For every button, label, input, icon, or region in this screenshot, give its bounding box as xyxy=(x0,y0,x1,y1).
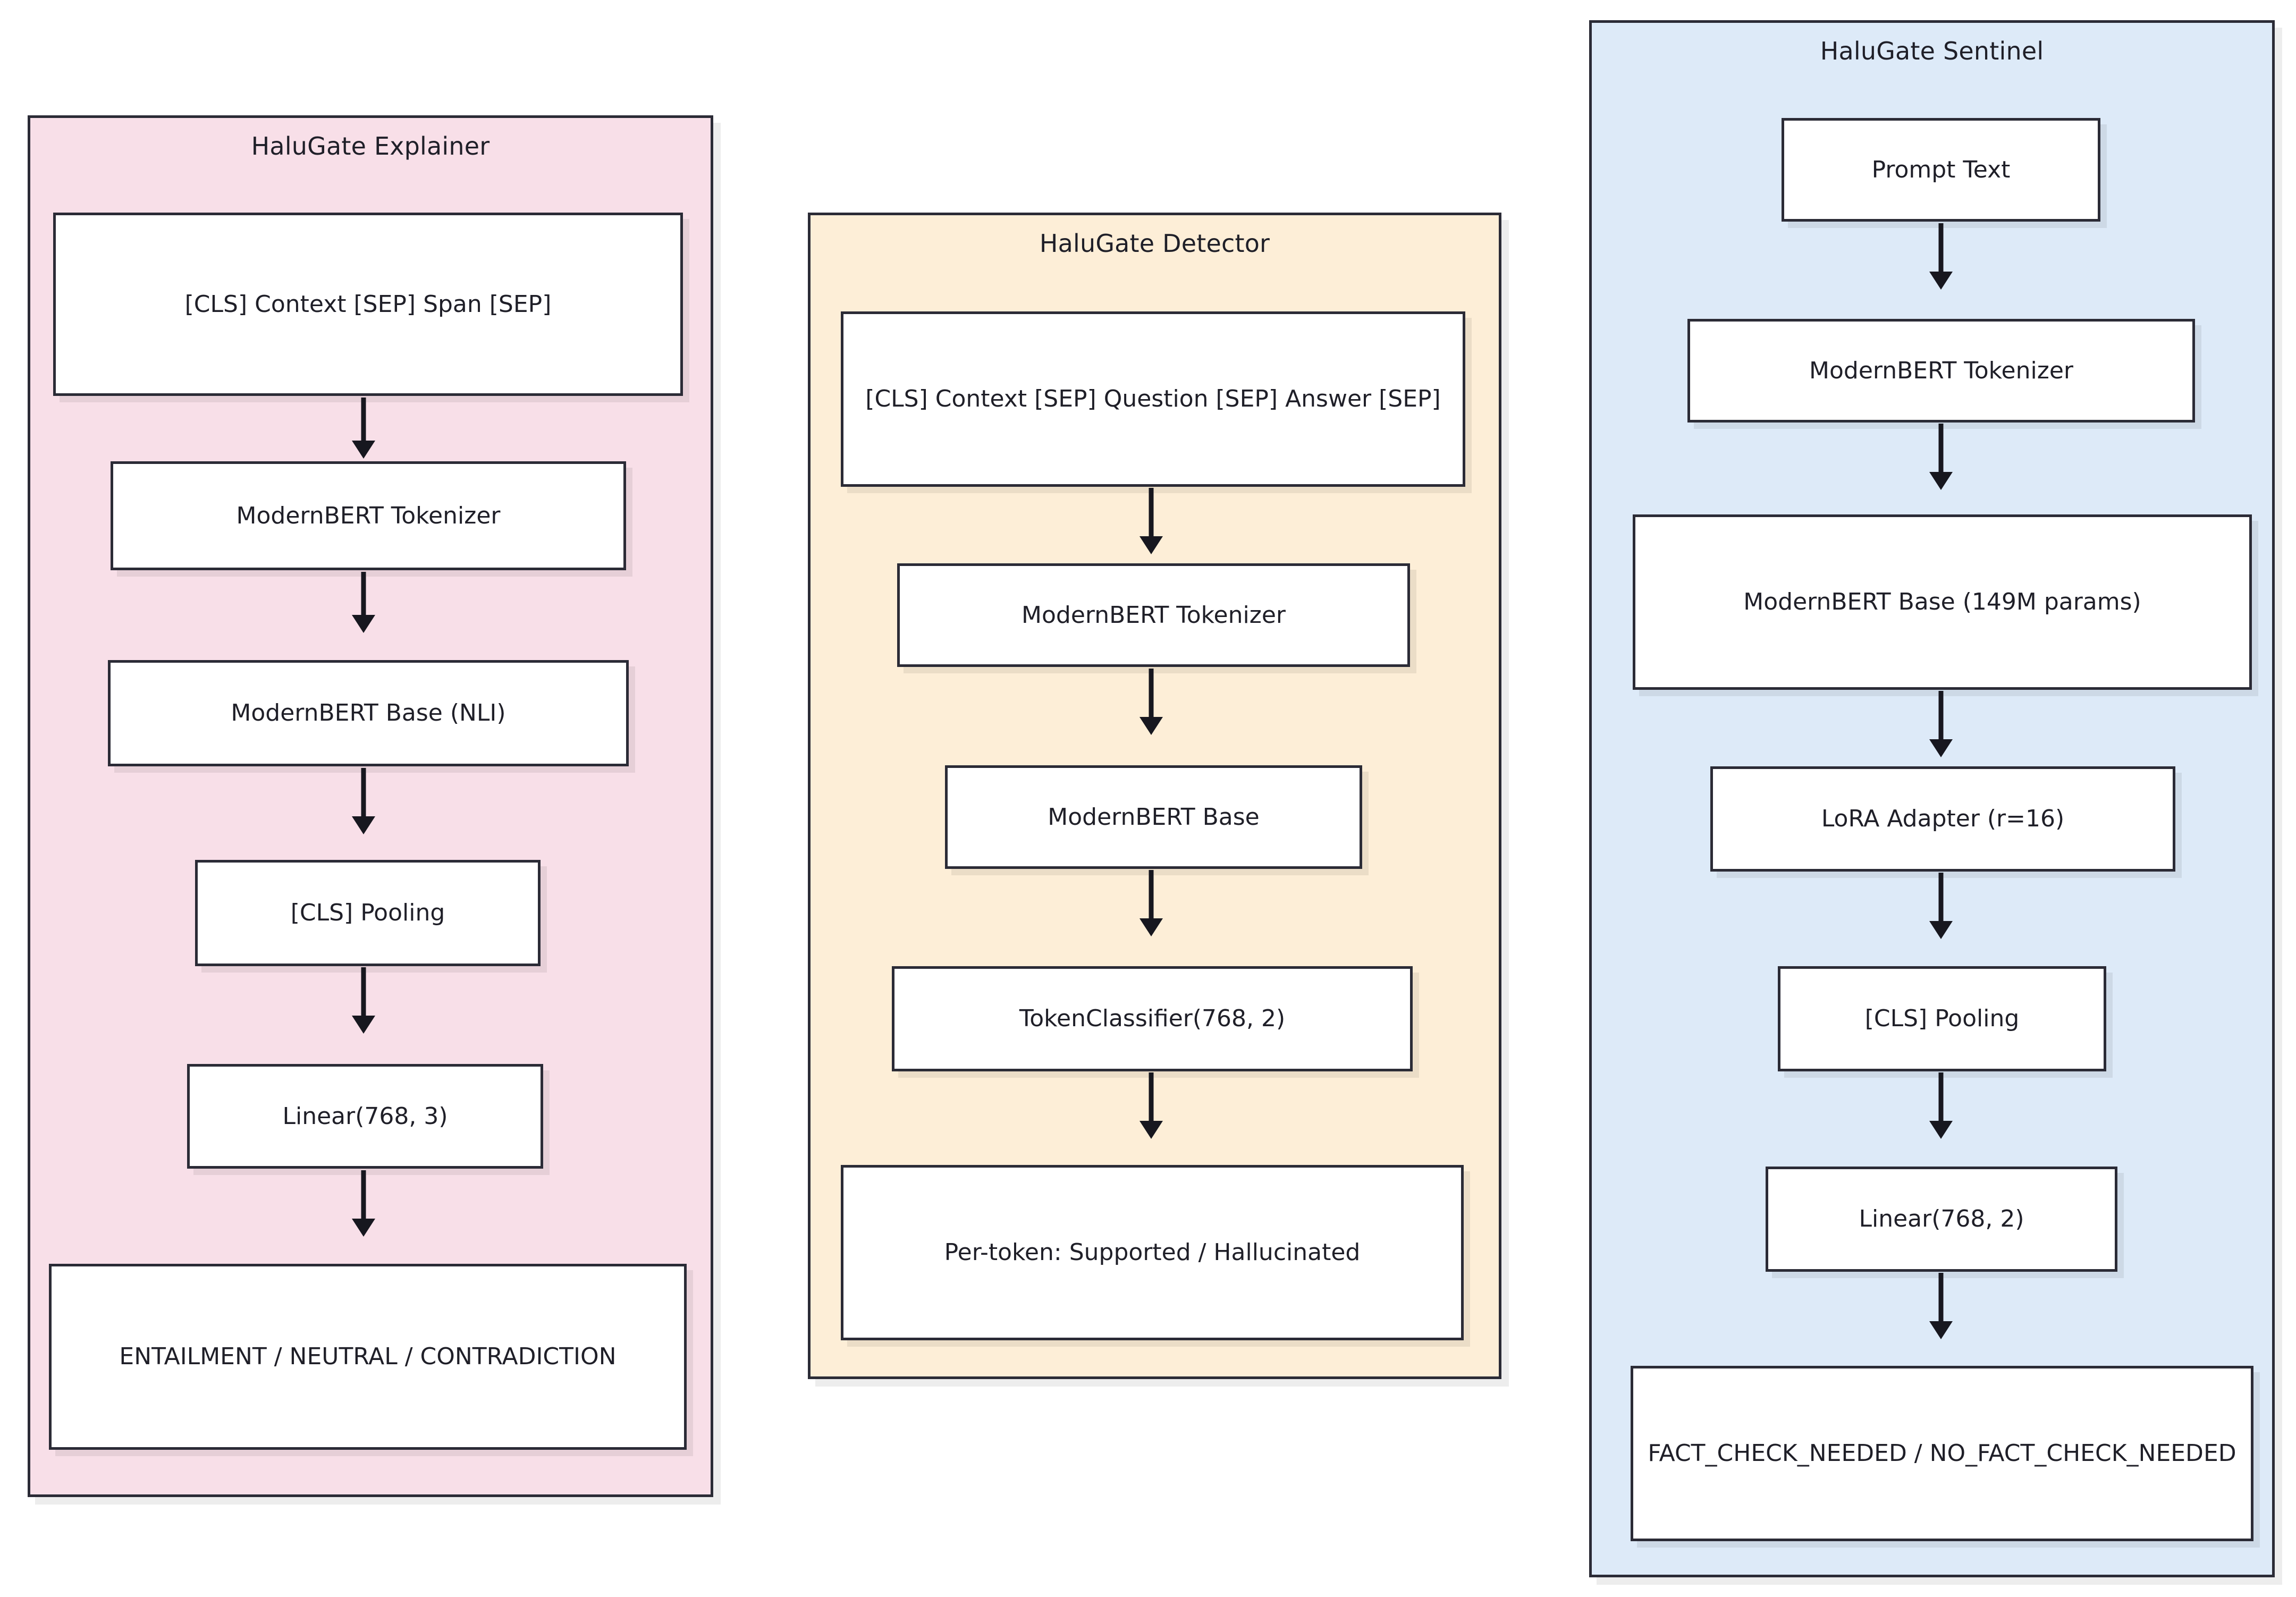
node-sentinel-base[interactable]: ModernBERT Base (149M params) xyxy=(1633,514,2252,690)
group-title-explainer: HaluGate Explainer xyxy=(251,132,490,160)
node-explainer-base[interactable]: ModernBERT Base (NLI) xyxy=(108,660,629,766)
group-title-detector: HaluGate Detector xyxy=(1039,229,1270,258)
node-detector-tokenclassifier[interactable]: TokenClassifier(768, 2) xyxy=(892,966,1413,1071)
node-detector-tokenizer[interactable]: ModernBERT Tokenizer xyxy=(897,563,1410,667)
node-explainer-pooling[interactable]: [CLS] Pooling xyxy=(195,860,541,966)
group-title-sentinel: HaluGate Sentinel xyxy=(1820,37,2044,65)
node-sentinel-output[interactable]: FACT_CHECK_NEEDED / NO_FACT_CHECK_NEEDED xyxy=(1631,1366,2253,1541)
node-explainer-tokenizer[interactable]: ModernBERT Tokenizer xyxy=(111,461,626,570)
node-sentinel-pooling[interactable]: [CLS] Pooling xyxy=(1778,966,2106,1071)
node-detector-input[interactable]: [CLS] Context [SEP] Question [SEP] Answer [SEP] xyxy=(841,311,1465,487)
node-sentinel-linear[interactable]: Linear(768, 2) xyxy=(1766,1167,2117,1272)
node-sentinel-tokenizer[interactable]: ModernBERT Tokenizer xyxy=(1687,319,2195,423)
node-sentinel-prompt[interactable]: Prompt Text xyxy=(1782,118,2100,222)
node-detector-output[interactable]: Per-token: Supported / Hallucinated xyxy=(841,1165,1464,1340)
node-explainer-input[interactable]: [CLS] Context [SEP] Span [SEP] xyxy=(53,213,683,396)
node-sentinel-lora[interactable]: LoRA Adapter (r=16) xyxy=(1710,766,2175,872)
node-detector-base[interactable]: ModernBERT Base xyxy=(945,765,1362,869)
node-explainer-output[interactable]: ENTAILMENT / NEUTRAL / CONTRADICTION xyxy=(49,1264,687,1450)
node-explainer-linear[interactable]: Linear(768, 3) xyxy=(187,1064,543,1169)
